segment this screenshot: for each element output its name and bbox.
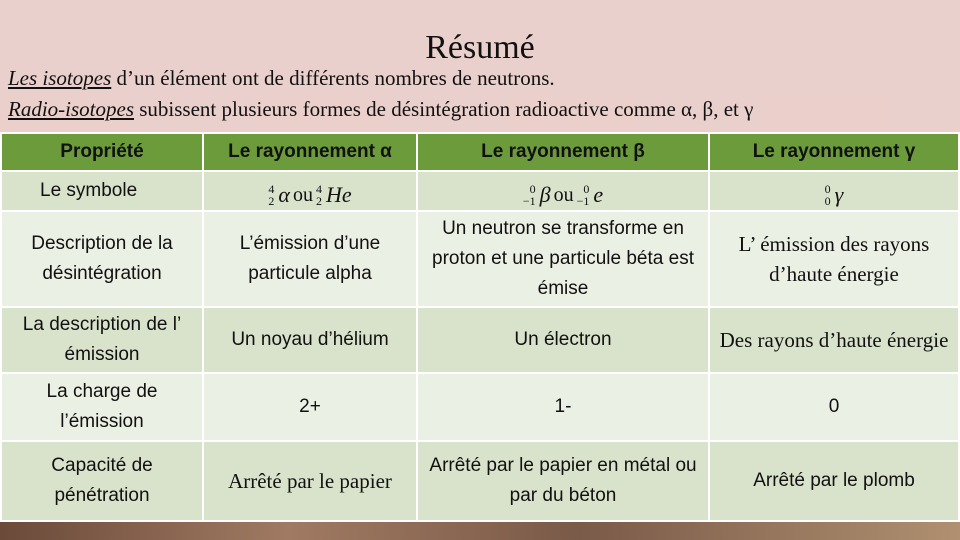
term-isotopes: Les isotopes [8, 66, 112, 90]
header-property: Propriété [1, 133, 203, 171]
gamma-symbol: 0 0 γ [709, 171, 959, 211]
term-radioisotopes: Radio-isotopes [8, 97, 134, 121]
gamma-cell: Arrêté par le plomb [709, 441, 959, 521]
summary-table [0, 132, 960, 522]
intro-line-radioisotopes [8, 97, 753, 122]
table-row [1, 441, 959, 521]
header-gamma: Le rayonnement γ [709, 133, 959, 171]
beta-cell: Arrêté par le papier en métal ou par du béton [417, 441, 709, 521]
header-beta: Le rayonnement β [417, 133, 709, 171]
row-label: Capacité de pénétration [1, 441, 203, 521]
beta-cell: 1- [417, 373, 709, 441]
decorative-bottom-strip [0, 522, 960, 540]
alpha-cell: L’émission d’une particule alpha [203, 211, 417, 307]
gamma-cell: Des rayons d’haute énergie [709, 307, 959, 373]
table-row [1, 307, 959, 373]
alpha-cell: 2+ [203, 373, 417, 441]
table-row [1, 373, 959, 441]
beta-cell: Un électron [417, 307, 709, 373]
row-label: Description de la désintégration [1, 211, 203, 307]
line2-text: subissent plusieurs formes de désintégration radioactive comme α, β, et γ [134, 97, 754, 121]
header-alpha: Le rayonnement α [203, 133, 417, 171]
gamma-cell: L’ émission des rayons d’haute énergie [709, 211, 959, 307]
alpha-symbol: 4 2 α ou 4 2 He [203, 171, 417, 211]
alpha-cell: Un noyau d’hélium [203, 307, 417, 373]
line1-text: d’un élément ont de différents nombres de neutrons. [111, 66, 555, 90]
beta-cell: Un neutron se transforme en proton et une particule béta est émise [417, 211, 709, 307]
row-label: Le symbole [1, 171, 203, 211]
row-label: La charge de l’émission [1, 373, 203, 441]
alpha-cell: Arrêté par le papier [203, 441, 417, 521]
table-row [1, 211, 959, 307]
table-header-row [1, 133, 959, 171]
page-title: Résumé [425, 29, 535, 66]
table-row-symbol [1, 171, 959, 211]
intro-line-isotopes [8, 66, 555, 91]
gamma-cell: 0 [709, 373, 959, 441]
beta-symbol: 0 −1 β ou 0 −1 e [417, 171, 709, 211]
row-label: La description de l’ émission [1, 307, 203, 373]
